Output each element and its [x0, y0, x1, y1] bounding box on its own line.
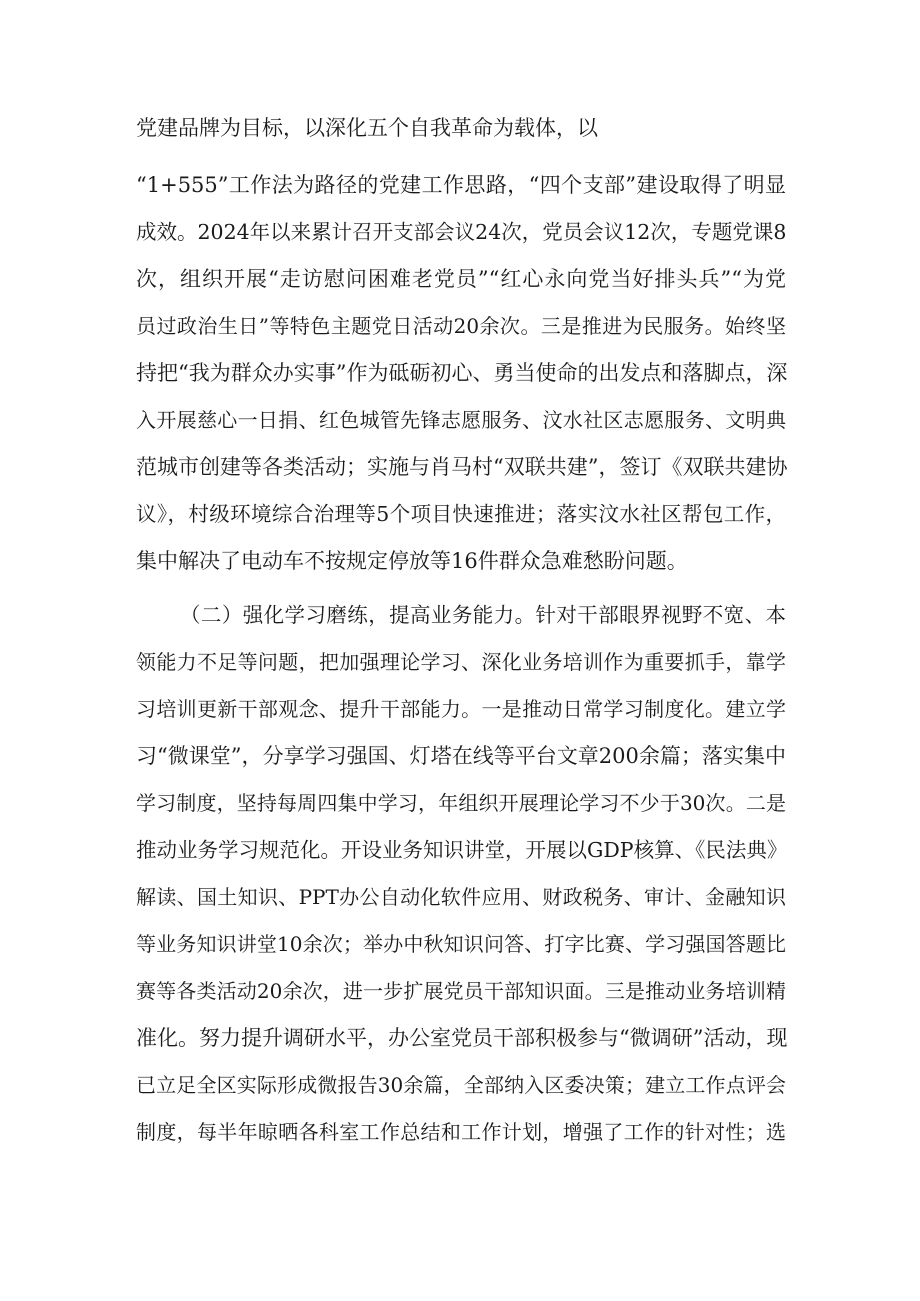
text-line: 范城市创建等各类活动；实施与肖马村“双联共建”，签订《双联共建协 [136, 455, 788, 479]
text-line: 领能力不足等问题，把加强理论学习、深化业务培训作为重要抓手，靠学 [136, 650, 786, 674]
text-line: 入开展慈心一日捐、红色城管先锋志愿服务、汶水社区志愿服务、文明典 [136, 408, 786, 432]
text-line: “1+555”工作法为路径的党建工作思路，“四个支部”建设取得了明显 [136, 173, 786, 197]
text-line: 学习制度，坚持每周四集中学习，年组织开展理论学习不少于30次。二是 [136, 791, 786, 815]
text-line: 习培训更新干部观念、提升干部能力。一是推动日常学习制度化。建立学 [136, 697, 786, 721]
text-line: 习“微课堂”，分享学习强国、灯塔在线等平台文章200余篇；落实集中 [136, 744, 786, 768]
text-line: 集中解决了电动车不按规定停放等16件群众急难愁盼问题。 [136, 549, 688, 573]
text-line: 准化。努力提升调研水平，办公室党员干部积极参与“微调研”活动，现 [136, 1026, 788, 1050]
text-line: 次，组织开展“走访慰问困难老党员”“红心永向党当好排头兵”“为党 [136, 267, 786, 291]
section-heading-line: （二）强化学习磨练，提高业务能力。针对干部眼界视野不宽、本 [180, 603, 786, 627]
text-line: 制度，每半年晾晒各科室工作总结和工作计划，增强了工作的针对性；选 [136, 1120, 786, 1144]
text-line: 员过政治生日”等特色主题党日活动20余次。三是推进为民服务。始终坚 [136, 314, 786, 338]
text-line: 赛等各类活动20余次，进一步扩展党员干部知识面。三是推动业务培训精 [136, 979, 786, 1003]
text-line: 党建品牌为目标，以深化五个自我革命为载体，以 [136, 116, 598, 140]
text-line: 成效。2024年以来累计召开支部会议24次，党员会议12次，专题党课8 [136, 220, 787, 244]
text-line: 已立足全区实际形成微报告30余篇，全部纳入区委决策；建立工作点评会 [136, 1073, 786, 1097]
text-line: 持把“我为群众办实事”作为砥砺初心、勇当使命的出发点和落脚点，深 [136, 361, 788, 385]
text-line: 解读、国土知识、PPT办公自动化软件应用、财政税务、审计、金融知识 [136, 885, 786, 909]
text-line: 议》，村级环境综合治理等5个项目快速推进；落实汶水社区帮包工作， [136, 502, 786, 526]
text-line: 推动业务学习规范化。开设业务知识讲堂，开展以GDP核算、《民法典》 [136, 838, 788, 862]
text-line: 等业务知识讲堂10余次；举办中秋知识问答、打字比赛、学习强国答题比 [136, 932, 786, 956]
